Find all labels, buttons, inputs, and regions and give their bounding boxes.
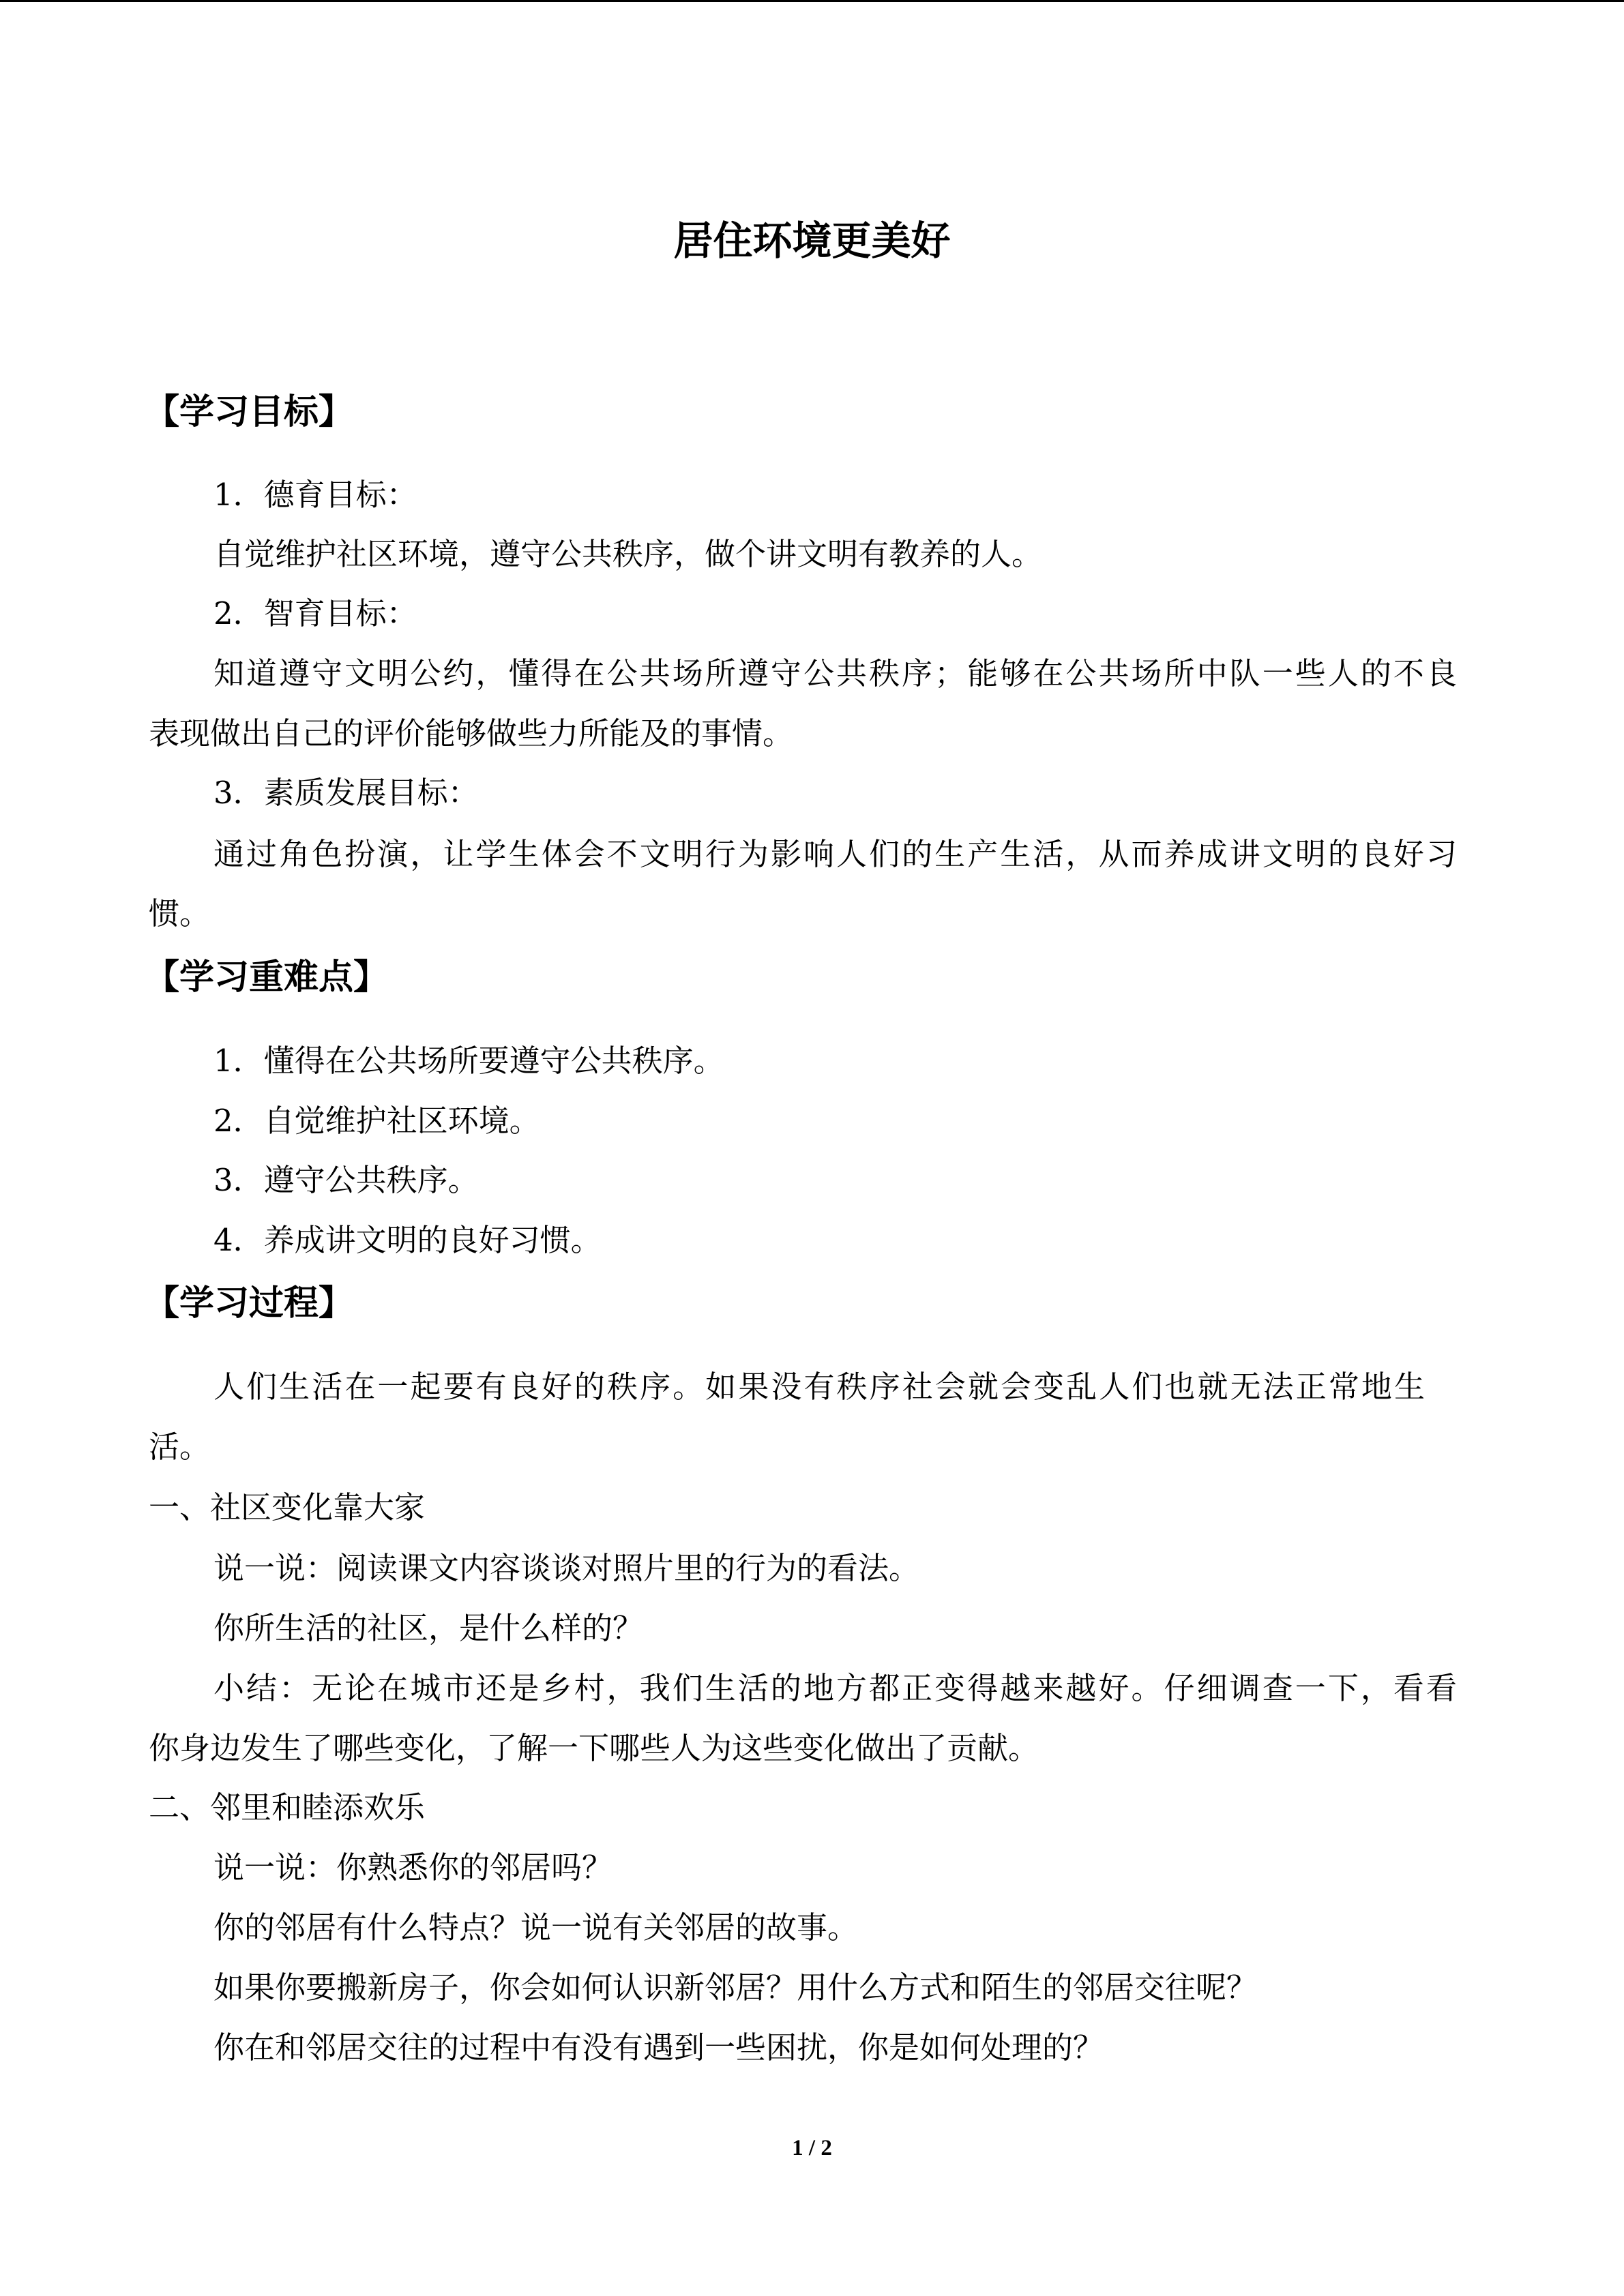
process-line: 你的邻居有什么特点？说一说有关邻居的故事。 [213, 1909, 859, 1945]
process-line: 你在和邻居交往的过程中有没有遇到一些困扰，你是如何处理的？ [213, 2029, 1104, 2066]
goal-line: 2．智育目标： [213, 595, 417, 631]
goal-line: 表现做出自己的评价能够做些力所能及的事情。 [149, 715, 794, 751]
process-subheading: 一、社区变化靠大家 [149, 1489, 426, 1525]
process-line: 说一说：你熟悉你的邻居吗？ [213, 1849, 613, 1885]
process-line: 小结：无论在城市还是乡村，我们生活的地方都正变得越来越好。仔细调查一下，看看 [213, 1670, 1457, 1706]
goal-line: 3．素质发展目标： [213, 775, 479, 811]
process-line: 你身边发生了哪些变化，了解一下哪些人为这些变化做出了贡献。 [149, 1730, 1039, 1766]
keypoint-line: 4．养成讲文明的良好习惯。 [213, 1222, 602, 1258]
process-line: 活。 [149, 1429, 211, 1465]
process-line: 你所生活的社区，是什么样的？ [213, 1610, 644, 1646]
goal-line: 知道遵守文明公约，懂得在公共场所遵守公共秩序；能够在公共场所中队一些人的不良 [213, 655, 1457, 691]
goal-line: 自觉维护社区环境，遵守公共秩序，做个讲文明有教养的人。 [213, 536, 1043, 572]
process-line: 说一说：阅读课文内容谈谈对照片里的行为的看法。 [213, 1550, 920, 1586]
page-number: 1 / 2 [792, 2136, 832, 2160]
section-heading-keypoints: 【学习重难点】 [145, 957, 389, 998]
process-line: 如果你要搬新房子，你会如何认识新邻居？用什么方式和陌生的邻居交往呢？ [213, 1969, 1258, 2006]
process-line: 人们生活在一起要有良好的秩序。如果没有秩序社会就会变乱人们也就无法正常地生 [213, 1369, 1425, 1405]
document-title: 居住环境更美好 [673, 218, 951, 264]
section-heading-process: 【学习过程】 [145, 1283, 354, 1324]
keypoint-line: 1．懂得在公共场所要遵守公共秩序。 [213, 1043, 724, 1079]
section-heading-goals: 【学习目标】 [145, 392, 354, 432]
goal-line: 1．德育目标： [213, 477, 417, 513]
page-top-border [0, 0, 1624, 2]
process-subheading: 二、邻里和睦添欢乐 [149, 1789, 426, 1825]
goal-line: 通过角色扮演，让学生体会不文明行为影响人们的生产生活，从而养成讲文明的良好习 [213, 836, 1457, 872]
keypoint-line: 3．遵守公共秩序。 [213, 1162, 479, 1198]
goal-line: 惯。 [149, 895, 211, 931]
keypoint-line: 2．自觉维护社区环境。 [213, 1103, 540, 1139]
